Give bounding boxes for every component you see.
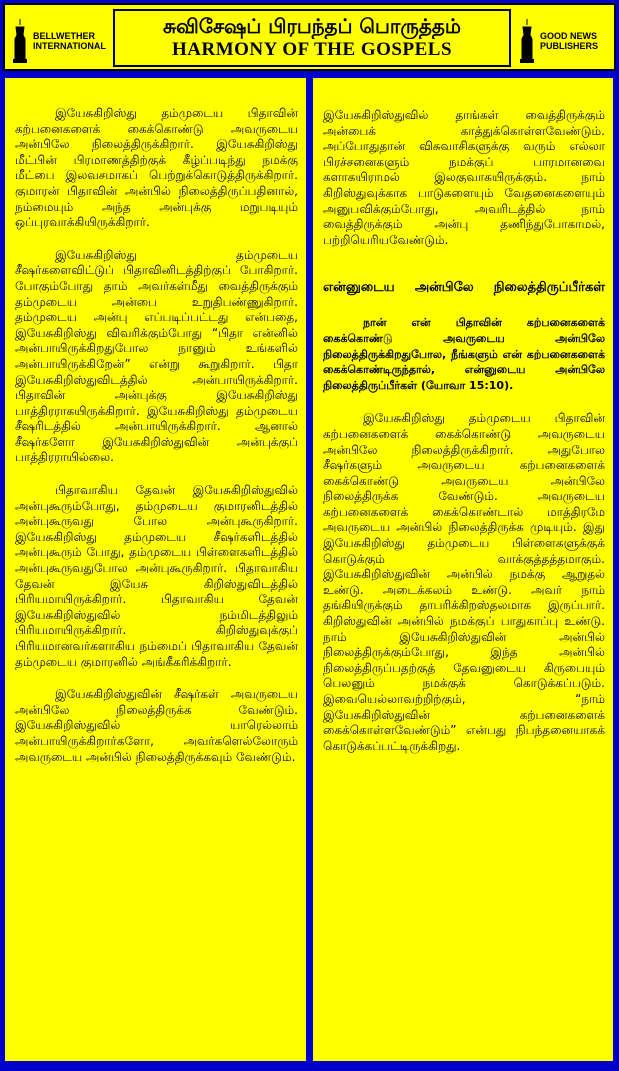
left-paragraph-4: இயேசுகிறிஸ்துவின் சீஷர்கள் அவருடைய அன்பிலே நிலைத்திருக்க வேண்டும். இயேசுகிறிஸ்துவில் யாரெல்லாம் அன்பாயிருக்கிறார்களோ, அவர்களெல்லோரும் அவருடைய அன்பில் நிலைத்திருக்கவும் வேண்டும்.	[15, 687, 298, 764]
page-title-tamil: சுவிசேஷப் பிரபந்தப் பொருத்தம்	[162, 14, 462, 38]
section-subheading: என்னுடைய அன்பிலே நிலைத்திருப்பீர்கள்	[323, 280, 605, 296]
scripture-verse: நான் என் பிதாவின் கற்பனைகளைக் கைக்கொண்டு அவருடைய அன்பிலே நிலைத்திருக்கிறதுபோல, நீங்களும் என் கற்பனைகளைக் கைக்கொண்டிருந்தால், என்னுடைய அன்பிலே நிலைத்திருப்பீர்கள் (யோவா 15:10).	[323, 316, 605, 392]
left-paragraph-3: பிதாவாகிய தேவன் இயேசுகிறிஸ்துவில் அன்புகூரும்போது, தம்முடைய குமாரனிடத்தில் அன்புகூருவது போல அன்புகூருகிறார். இயேசுகிறிஸ்து தம்முடைய சீஷர்களிடத்தில் அன்புகூரும் போது, தம்முடைய பிள்ளைகளிடத்தில் அன்புகூருவதுபோல அன்புகூருகிறார். பிதாவாகிய தேவன் இயேசு கிறிஸ்துவிடத்தில் பிரியமாயிருக்கிறார். பிதாவாகிய தேவன் இயேசுகிறிஸ்துவில் நம்மிடத்திலும் பிரியமாயிருக்கிறார். கிறிஸ்துவுக்குப் பிரியமானவர்களாகிய நம்மைப் பிதாவாகிய தேவன் தம்முடைய குமாரனில் அங்கீகரிக்கிறார்.	[15, 483, 298, 669]
title-box	[113, 9, 511, 67]
left-paragraph-1: இயேசுகிறிஸ்து தம்முடைய பிதாவின் கற்பனைகளைக் கைக்கொண்டு அவருடைய அன்பிலே நிலைத்திருக்கிறார். இயேசுகிறிஸ்து மீட்பின் பிரமாணத்திற்குக் கீழ்ப்படிந்து நமக்கு மீட்பை இலவசமாகப் பெற்றுக்கொடுத்திருக்கிறார். குமாரன் பிதாவின் அன்பில் நிலைத்திருப்பதினால், நம்மையும் அந்த அன்புக்கு மறுபடியும் ஒப்புரவாக்கியிருக்கிறார்.	[15, 106, 298, 230]
page-header	[3, 3, 616, 71]
right-column	[313, 78, 613, 1061]
page-title-english: HARMONY OF THE GOSPELS	[171, 39, 453, 60]
bellwether-logo-text: BELLWETHER INTERNATIONAL	[33, 31, 106, 51]
good-news-logo-text: GOOD NEWS PUBLISHERS	[540, 31, 599, 51]
right-closing-paragraph: இயேசுகிறிஸ்து தம்முடைய பிதாவின் கற்பனைகளைக் கைக்கொண்டு அவருடைய அன்பிலே நிலைத்திருக்கிறார். அதுபோல சீஷர்களும் அவருடைய கற்பனைகளைக் கைக்கொண்டு அவருடைய அன்பிலே நிலைத்திருக்க வேண்டும். அவருடைய கற்பனைகளைக் கைக்கொண்டால் மாத்திரமே அவருடைய அன்பில் நிலைத்திருக்க முடியும். இது இயேசுகிறிஸ்து தம்முடைய பிள்ளைகளுக்குக் கொடுக்கும் வாக்குத்தத்தமாகும். இயேசுகிறிஸ்துவின் அன்பில் நமக்கு ஆறுதல் உண்டு. அடைக்கலம் உண்டு. அவர் நாம் தங்கியிருக்கும் தாபரிக்கிறஸ்தலமாக இருப்பார். கிறிஸ்துவின் அன்பில் நமக்குப் பாதுகாப்பு உண்டு. நாம் இயேசுகிறிஸ்துவின் அன்பில் நிலைத்திருக்கும்போது, இந்த அன்பில் நிலைத்திருப்பதற்குத் தேவனுடைய கிருபையும் பெலனும் நமக்குக் கொடுக்கப்படும். இவையெல்லாவற்றிற்கும், “நாம் இயேசுகிறிஸ்துவின் கற்பனைகளைக் கைக்கொள்ளவேண்டும்” என்பது நிபந்தனையாகக் கொடுக்கப்பட்டிருக்கிறது.	[323, 411, 605, 753]
good-news-logo-icon	[518, 19, 536, 63]
bellwether-logo	[11, 11, 106, 67]
bellwether-logo-icon	[11, 19, 29, 63]
right-intro-paragraph: இயேசுகிறிஸ்துவில் தாங்கள் வைத்திருக்கும் அன்பைக் காத்துக்கொள்ளவேண்டும். அப்போதுதான் விசுவாசிகளுக்கு வரும் எல்லா பிரச்சனைகளும் நமக்குப் பாரமானவை களாகயிராமல் இலகுவாகயிருக்கும். நாம் கிறிஸ்துவுக்காக பாடுகளையும் வேதனைகளையும் அனுபவிக்கும்போது, அவரிடத்தில் நாம் வைத்திருக்கும் அன்பு தணிந்துபோகாமல், பற்றியெரியவேண்டும்.	[323, 108, 605, 247]
left-column	[5, 78, 306, 1061]
left-paragraph-2: இயேசுகிறிஸ்து தம்முடைய சீஷர்களைவிட்டுப் பிதாவினிடத்திற்குப் போகிறார். போகும்போது தாம் அவர்கள்மீது வைத்திருக்கும் தம்முடைய அன்பை உறுதிபண்ணுகிறார். தம்முடைய அன்பு எப்படிப்பட்டது என்பதை, இயேசுகிறிஸ்து விவரிக்கும்போது “பிதா என்னில் அன்பாயிருக்கிறதுபோல நானும் உங்களில் அன்பாயிருக்கிறேன்” என்று கூறுகிறார். பிதா இயேசுகிறிஸ்துவிடத்தில் அன்பாயிருக்கிறார். பிதாவின் அன்புக்கு இயேசுகிறிஸ்து பாத்திரராகயிருக்கிறார். இயேசுகிறிஸ்து தம்முடைய சீஷரிடத்தில் அன்பாயிருக்கிறார். ஆனால் சீஷர்களோ இயேசுகிறிஸ்துவின் அன்புக்குப் பாத்திரராயில்லை.	[15, 247, 298, 465]
good-news-logo	[518, 11, 608, 67]
